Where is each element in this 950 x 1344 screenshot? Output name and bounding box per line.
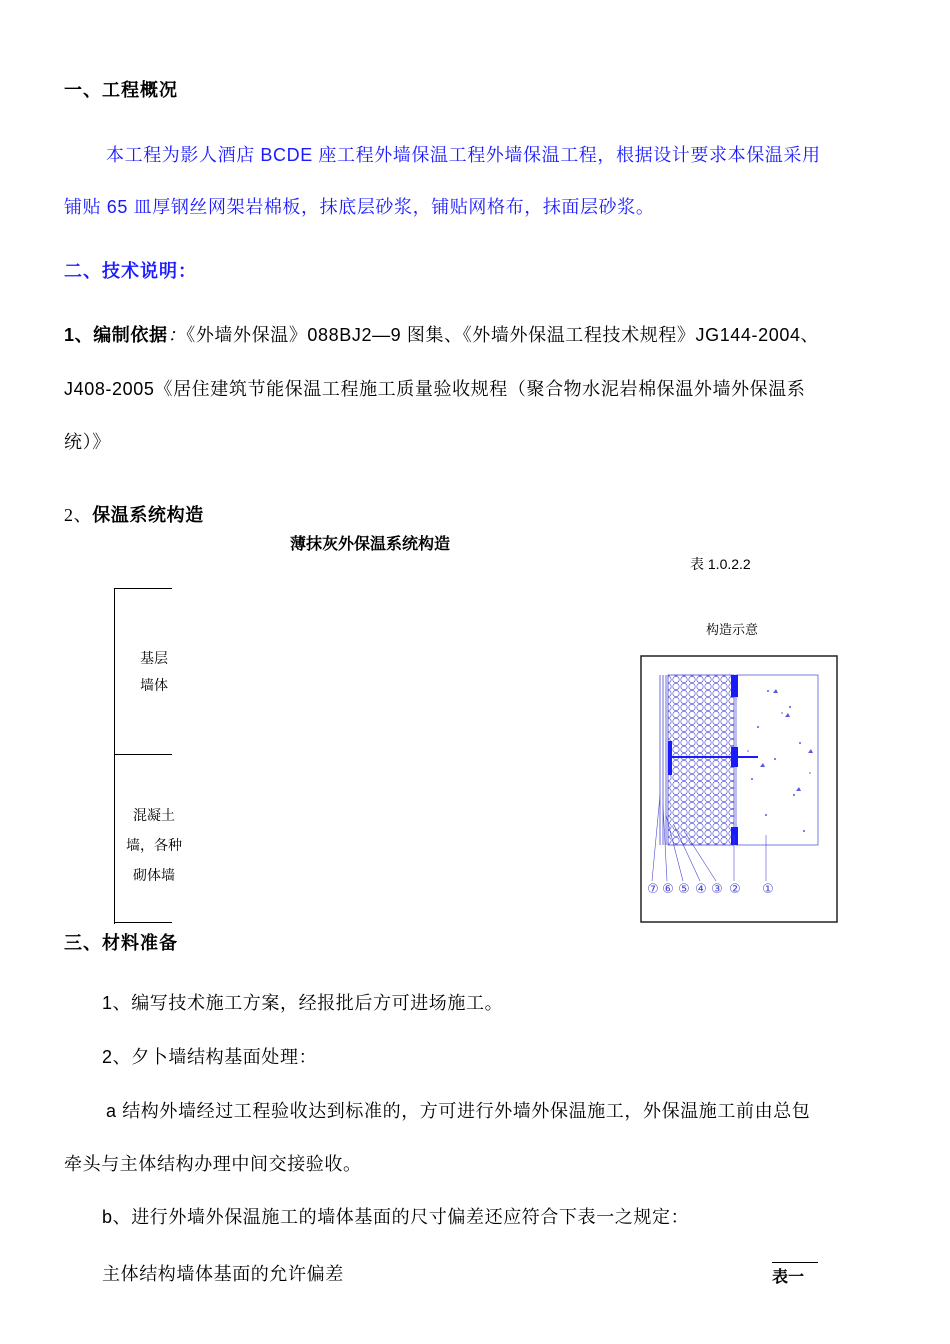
basis-paragraph-line-1 bbox=[64, 321, 819, 347]
concrete-wall bbox=[736, 675, 818, 845]
deviation-table-rule bbox=[772, 1262, 818, 1263]
marker-4-icon: ④ bbox=[695, 882, 707, 897]
basis-paragraph-line-3: 统）》 bbox=[64, 432, 111, 452]
insulation-system-label: 保温系统构造 bbox=[92, 505, 204, 525]
prep-item-1: 1、编写技术施工方案，经报批后方可进场施工。 bbox=[102, 993, 504, 1013]
construction-diagram bbox=[640, 655, 840, 925]
base-wall-line-1: 基层 bbox=[140, 650, 168, 666]
insulation-system-number: 2、 bbox=[64, 505, 93, 525]
prep-item-2: 2、夕卜墙结构基面处理： bbox=[102, 1047, 318, 1067]
deviation-table-number: 表一 bbox=[772, 1269, 805, 1286]
table-bottom-rule bbox=[114, 922, 172, 923]
wall-type-line-2: 墙，各种 bbox=[126, 837, 182, 853]
figure-table-number: 表 1.0.2.2 bbox=[690, 556, 751, 572]
anchor-bottom bbox=[731, 827, 738, 845]
rockwool-panel bbox=[668, 675, 734, 845]
prep-item-a-line-1: a 结构外墙经过工程验收达到标准的，方可进行外墙外保温施工，外保温施工前由总包 bbox=[106, 1101, 811, 1121]
wall-type-cell bbox=[120, 800, 188, 890]
basis-text-1: 《外墙外保温》088BJ2—9 图集、《外墙外保温工程技术规程》JG144-2004、 bbox=[186, 325, 820, 345]
table-left-rule bbox=[114, 588, 115, 924]
basis-paragraph-line-2: J408-2005《居住建筑节能保温工程施工质量验收规程（聚合物水泥岩棉保温外墙外保温系 bbox=[64, 379, 806, 399]
diagram-caption: 构造示意 bbox=[706, 622, 759, 637]
deviation-table-caption: 主体结构墙体基面的允许偏差 bbox=[102, 1264, 344, 1284]
section-3-heading: 三、材料准备 bbox=[64, 933, 178, 953]
basis-label: 1、编制依据 bbox=[64, 325, 168, 345]
wall-type-line-3: 砌体墙 bbox=[133, 867, 175, 883]
anchor-washer bbox=[668, 741, 672, 775]
wall-type-line-1: 混凝土 bbox=[133, 807, 175, 823]
prep-item-b-line-1: b、进行外墙外保温施工的墙体基面的尺寸偏差还应符合下表一之规定： bbox=[102, 1207, 690, 1227]
marker-6-icon: ⑥ bbox=[662, 882, 674, 897]
marker-5-icon: ⑤ bbox=[678, 882, 690, 897]
section-1-body-line-2: 铺贴 65 皿厚钢丝网架岩棉板，抹底层砂浆，铺贴网格布，抹面层砂浆。 bbox=[64, 197, 655, 217]
section-2-heading: 二、技术说明： bbox=[64, 261, 197, 281]
prep-item-a-line-2: 牵头与主体结构办理中间交接验收。 bbox=[64, 1154, 362, 1174]
figure-title: 薄抹灰外保温系统构造 bbox=[290, 536, 451, 553]
marker-2-icon: ② bbox=[729, 882, 741, 897]
base-wall-cell bbox=[120, 645, 188, 699]
basis-colon: ： bbox=[167, 325, 187, 345]
table-mid-rule bbox=[114, 754, 172, 755]
anchor-top bbox=[731, 675, 738, 697]
base-wall-line-2: 墙体 bbox=[140, 677, 168, 693]
marker-1-icon: ① bbox=[762, 882, 774, 897]
table-top-rule bbox=[114, 588, 172, 589]
marker-7-icon: ⑦ bbox=[647, 882, 659, 897]
section-1-body-line-1: 本工程为影人酒店 BCDE 座工程外墙保温工程外墙保温工程，根据设计要求本保温采用 bbox=[106, 145, 821, 165]
insulation-system-heading bbox=[64, 501, 204, 527]
marker-3-icon: ③ bbox=[711, 882, 723, 897]
section-1-heading: 一、工程概况 bbox=[64, 80, 178, 100]
